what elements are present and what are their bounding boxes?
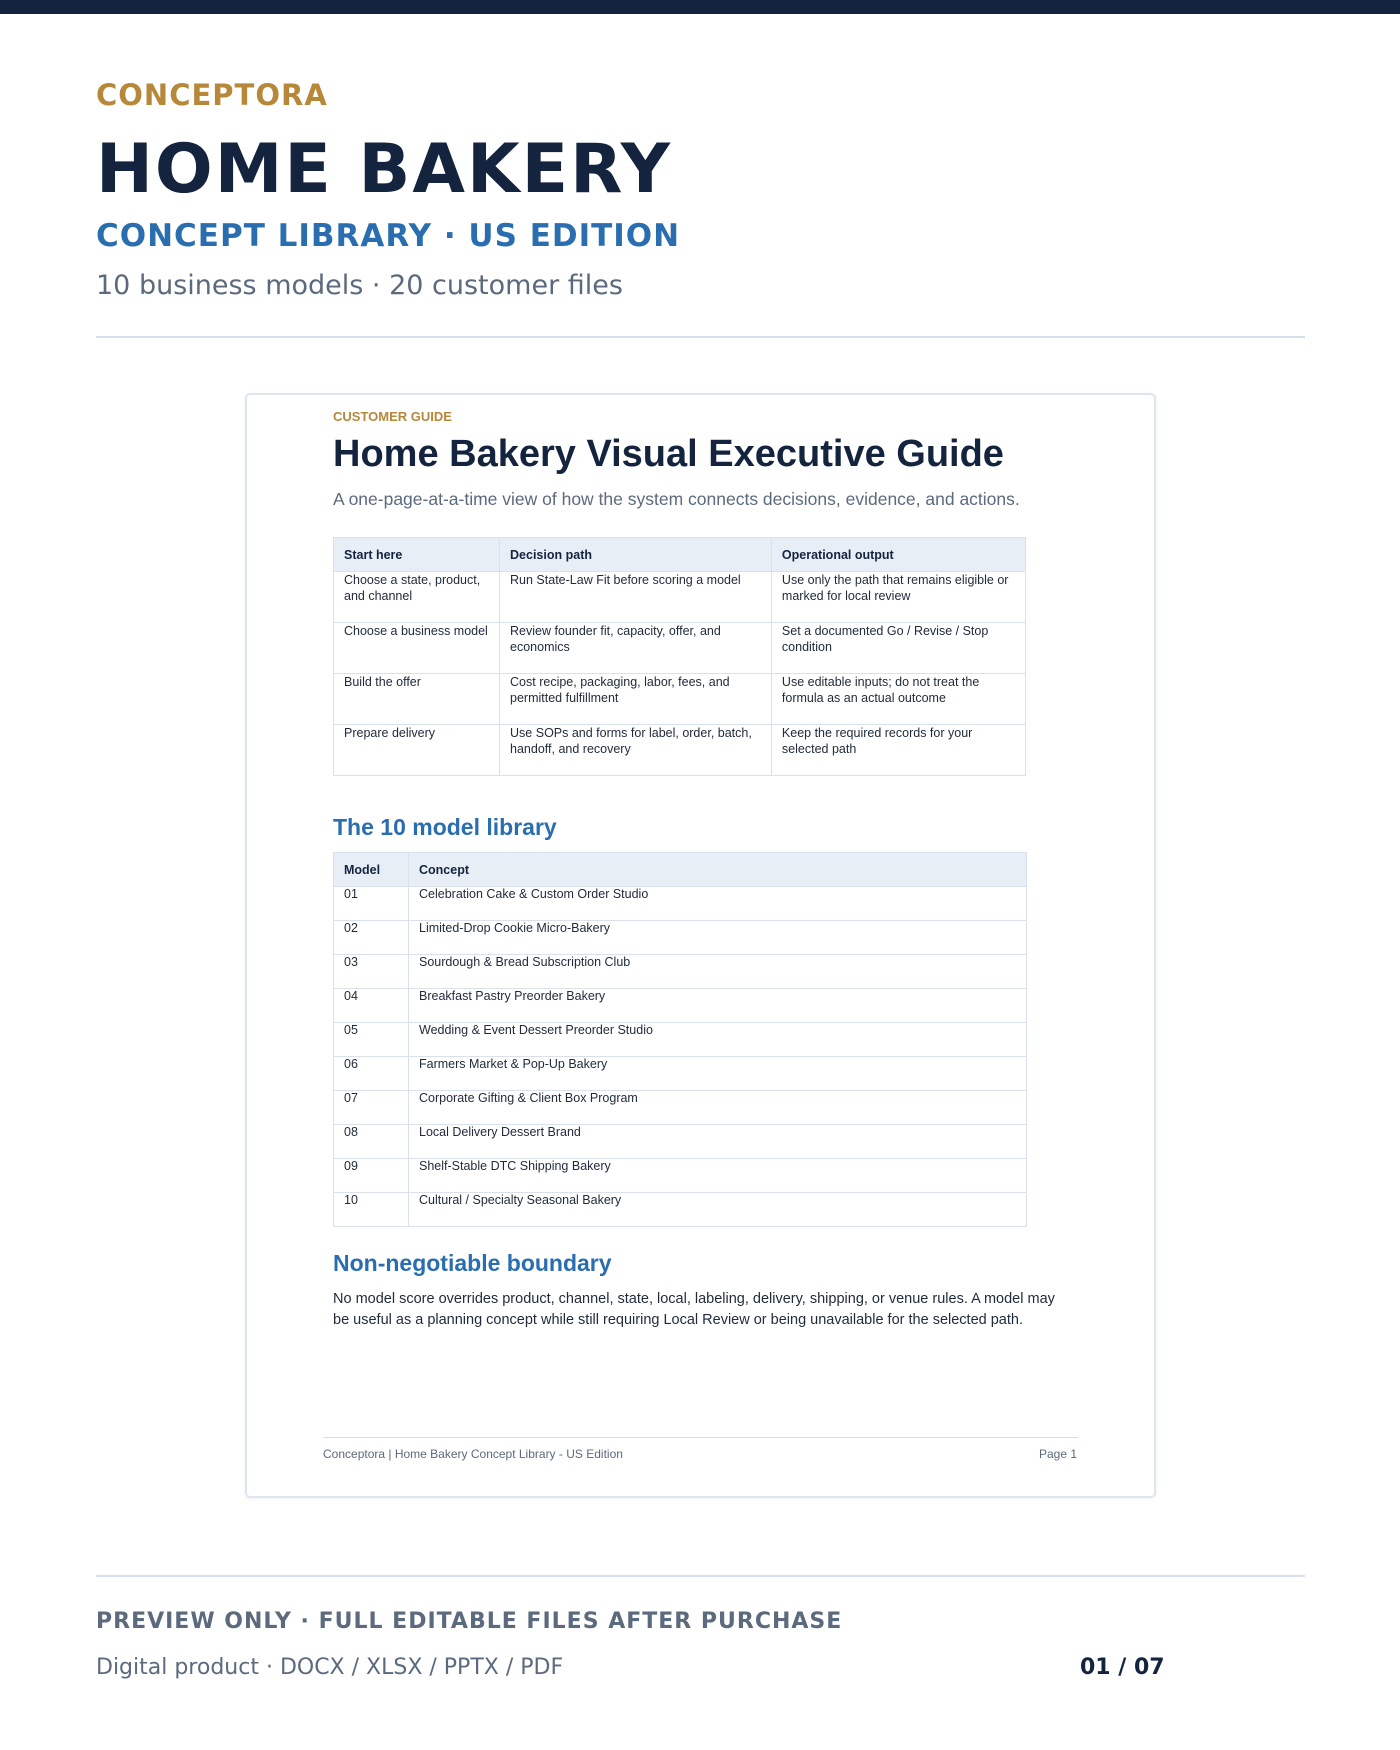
column-header: Operational output bbox=[771, 538, 1025, 572]
column-header: Start here bbox=[334, 538, 500, 572]
boundary-text: No model score overrides product, channel, state, local, labeling, delivery, shipping, or venue rules. A model may be useful as a planning concept while still requiring Local Review or being unavailable for the selected path. bbox=[333, 1291, 1055, 1328]
page-title: HOME BAKERY bbox=[96, 130, 672, 209]
table-cell: Set a documented Go / Revise / Stop condition bbox=[771, 623, 1025, 674]
model-concept: Shelf-Stable DTC Shipping Bakery bbox=[409, 1159, 1027, 1193]
model-number: 03 bbox=[334, 955, 409, 989]
table-cell: Run State-Law Fit before scoring a model bbox=[500, 572, 772, 623]
table-row bbox=[334, 887, 1027, 921]
product-counts: 10 business models · 20 customer files bbox=[96, 270, 623, 301]
table-cell: Keep the required records for your selected path bbox=[771, 725, 1025, 776]
document-footer-text: Conceptora | Home Bakery Concept Library - US Edition bbox=[323, 1447, 623, 1461]
preview-notice: PREVIEW ONLY · FULL EDITABLE FILES AFTER PURCHASE bbox=[96, 1609, 843, 1634]
top-accent-bar bbox=[0, 0, 1400, 14]
model-concept: Breakfast Pastry Preorder Bakery bbox=[409, 989, 1027, 1023]
model-number: 02 bbox=[334, 921, 409, 955]
table-row bbox=[334, 921, 1027, 955]
table-row bbox=[334, 674, 1026, 725]
page-subtitle: CONCEPT LIBRARY · US EDITION bbox=[96, 218, 681, 254]
table-row bbox=[334, 1057, 1027, 1091]
model-concept: Wedding & Event Dessert Preorder Studio bbox=[409, 1023, 1027, 1057]
table-cell: Use editable inputs; do not treat the formula as an actual outcome bbox=[771, 674, 1025, 725]
table-cell: Prepare delivery bbox=[334, 725, 500, 776]
column-header: Decision path bbox=[500, 538, 772, 572]
model-library-table bbox=[333, 852, 1027, 1227]
model-number: 08 bbox=[334, 1125, 409, 1159]
table-row bbox=[334, 1159, 1027, 1193]
document-lede: A one-page-at-a-time view of how the system connects decisions, evidence, and actions. bbox=[333, 489, 1020, 509]
table-row bbox=[334, 1023, 1027, 1057]
boundary-heading: Non-negotiable boundary bbox=[333, 1250, 612, 1276]
model-number: 04 bbox=[334, 989, 409, 1023]
model-concept: Farmers Market & Pop-Up Bakery bbox=[409, 1057, 1027, 1091]
document-page-number: Page 1 bbox=[1039, 1447, 1078, 1461]
brand-name: CONCEPTORA bbox=[96, 78, 328, 112]
file-formats: Digital product · DOCX / XLSX / PPTX / PDF bbox=[96, 1655, 564, 1680]
slide-counter: 01 / 07 bbox=[1080, 1655, 1165, 1680]
model-number: 06 bbox=[334, 1057, 409, 1091]
table-cell: Choose a business model bbox=[334, 623, 500, 674]
document-eyebrow: CUSTOMER GUIDE bbox=[333, 409, 452, 424]
table-cell: Use only the path that remains eligible or marked for local review bbox=[771, 572, 1025, 623]
header-divider bbox=[96, 336, 1305, 338]
table-row bbox=[334, 1193, 1027, 1227]
table-row bbox=[334, 1091, 1027, 1125]
table-row bbox=[334, 572, 1026, 623]
footer-divider bbox=[96, 1575, 1305, 1577]
table-row bbox=[334, 623, 1026, 674]
model-number: 07 bbox=[334, 1091, 409, 1125]
document-title: Home Bakery Visual Executive Guide bbox=[333, 433, 1004, 475]
table-row bbox=[334, 1125, 1027, 1159]
model-number: 10 bbox=[334, 1193, 409, 1227]
model-concept: Celebration Cake & Custom Order Studio bbox=[409, 887, 1027, 921]
table-cell: Use SOPs and forms for label, order, batch, handoff, and recovery bbox=[500, 725, 772, 776]
model-number: 05 bbox=[334, 1023, 409, 1057]
model-number: 01 bbox=[334, 887, 409, 921]
table-row bbox=[334, 989, 1027, 1023]
model-number: 09 bbox=[334, 1159, 409, 1193]
model-concept: Corporate Gifting & Client Box Program bbox=[409, 1091, 1027, 1125]
decision-path-table bbox=[333, 537, 1026, 776]
document-footer-divider bbox=[323, 1437, 1078, 1438]
model-concept: Limited-Drop Cookie Micro-Bakery bbox=[409, 921, 1027, 955]
column-header: Model bbox=[334, 853, 409, 887]
model-concept: Sourdough & Bread Subscription Club bbox=[409, 955, 1027, 989]
table-row bbox=[334, 725, 1026, 776]
table-cell: Build the offer bbox=[334, 674, 500, 725]
column-header: Concept bbox=[409, 853, 1027, 887]
library-heading: The 10 model library bbox=[333, 814, 557, 840]
table-row bbox=[334, 955, 1027, 989]
document-preview-card bbox=[245, 393, 1156, 1498]
table-cell: Choose a state, product, and channel bbox=[334, 572, 500, 623]
table-cell: Review founder fit, capacity, offer, and economics bbox=[500, 623, 772, 674]
model-concept: Local Delivery Dessert Brand bbox=[409, 1125, 1027, 1159]
table-header-row bbox=[334, 853, 1027, 887]
table-cell: Cost recipe, packaging, labor, fees, and permitted fulfillment bbox=[500, 674, 772, 725]
model-concept: Cultural / Specialty Seasonal Bakery bbox=[409, 1193, 1027, 1227]
table-header-row bbox=[334, 538, 1026, 572]
